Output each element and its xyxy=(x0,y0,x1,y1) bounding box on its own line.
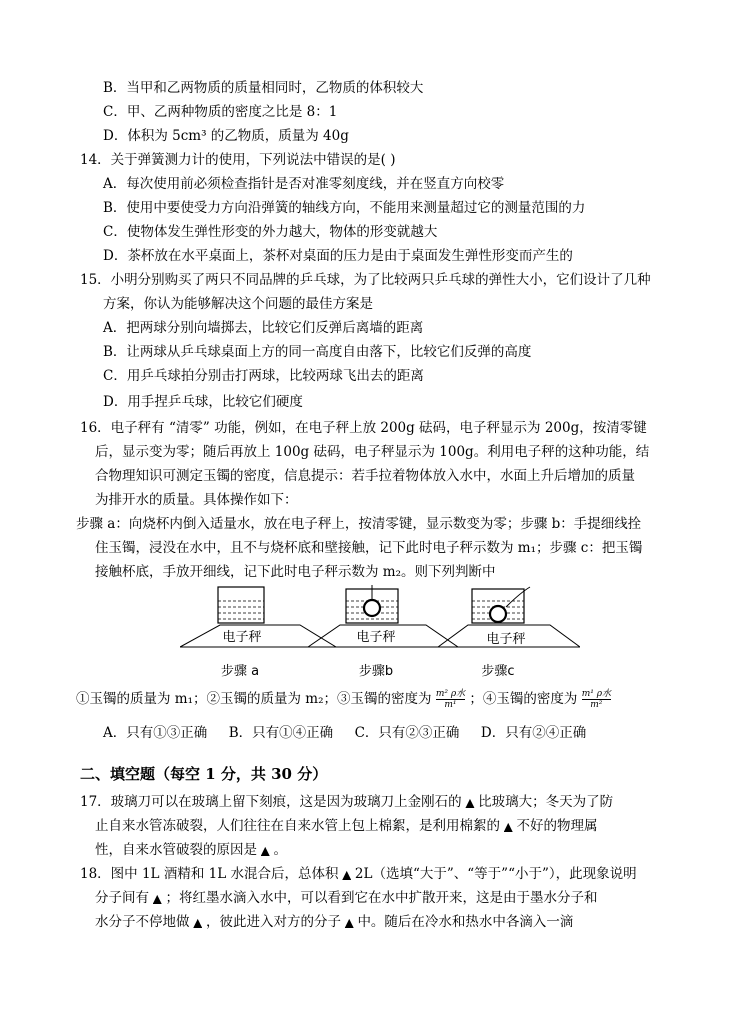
question-16-line2: 后，显示变为零；随后再放上 100g 砝码，电子秤显示为 100g。利用电子秤的这种功能，结 xyxy=(95,444,650,460)
fraction-1-denominator: m¹ xyxy=(444,700,457,710)
statement-part-1: ①玉镯的质量为 m₁；②玉镯的质量为 m₂；③玉镯的密度为 xyxy=(76,691,432,707)
density-fraction-1 xyxy=(436,689,465,710)
q17-text-1: 17．玻璃刀可以在玻璃上留下刻痕，这是因为玻璃刀上金刚石的 xyxy=(80,794,462,810)
question-17-line1 xyxy=(80,792,613,813)
scale-label-b: 电子秤 xyxy=(356,630,396,645)
fraction-1-numerator: m² ρ水 xyxy=(435,689,466,699)
q17-text-5: 性，自来水管破裂的原因是 xyxy=(95,842,257,858)
options-16: A．只有①③正确 B．只有①④正确 C．只有②③正确 D．只有②④正确 xyxy=(103,725,587,741)
scale-c xyxy=(438,587,580,679)
question-17-line2 xyxy=(95,816,597,837)
answer-blank[interactable]: ▲ xyxy=(465,796,475,809)
option-15d: D．用手捏乒乓球，比较它们硬度 xyxy=(103,394,303,410)
bracelet-b xyxy=(364,600,380,616)
bracelet-c xyxy=(490,606,506,622)
question-16-step-a: 步骤 a：向烧杯内倒入适量水，放在电子秤上，按清零键，显示数变为零；步骤 b：手提细线拴 xyxy=(76,516,642,532)
beaker-a xyxy=(218,587,264,623)
answer-blank[interactable]: ▲ xyxy=(193,916,202,929)
answer-blank[interactable]: ▲ xyxy=(342,868,351,881)
q17-text-2: 比玻璃大；冬天为了防 xyxy=(478,794,614,810)
fraction-2-numerator: m¹ ρ水 xyxy=(581,689,611,699)
scale-label-c: 电子秤 xyxy=(486,632,526,647)
option-14a: A．每次使用前必须检查指针是否对准零刻度线，并在竖直方向校零 xyxy=(103,176,505,192)
question-18-line1 xyxy=(80,864,637,885)
beaker-figure xyxy=(180,585,580,685)
answer-blank[interactable]: ▲ xyxy=(153,892,162,905)
question-18-line2 xyxy=(95,888,597,909)
q18-text-7: 中。随后在冷水和热水中各滴入一滴 xyxy=(357,914,574,930)
answer-blank[interactable]: ▲ xyxy=(344,916,354,929)
q18-text-6: ，彼此进入对方的分子 xyxy=(205,914,341,930)
q18-text-4: ；将红墨水滴入水中，可以看到它在水中扩散开来，这是由于墨水分子和 xyxy=(165,890,598,906)
option-13d: D．体积为 5cm³ 的乙物质，质量为 40g xyxy=(103,128,349,144)
answer-blank[interactable]: ▲ xyxy=(261,844,270,857)
scale-label-a: 电子秤 xyxy=(222,630,262,645)
q18-text-3: 分子间有 xyxy=(95,890,149,906)
step-a-label: 步骤 a xyxy=(220,664,260,679)
q18-text-1: 18．图中 1L 酒精和 1L 水混合后，总体积 xyxy=(80,866,339,882)
option-15c: C．用乒乓球拍分别击打两球，比较两球飞出去的距离 xyxy=(103,368,424,384)
question-14: 14．关于弹簧测力计的使用，下列说法中错误的是( ) xyxy=(80,152,396,168)
question-16-statements xyxy=(76,689,611,710)
scale-b xyxy=(308,585,458,679)
answer-blank[interactable]: ▲ xyxy=(504,820,513,833)
question-16: 16．电子秤有 “清零” 功能，例如，在电子秤上放 200g 砝码，电子秤显示为 200g，按清零键 xyxy=(80,420,647,436)
q17-text-4: 不好的物理属 xyxy=(516,818,598,834)
question-16-step-c: 接触杯底，手放开细线，记下此时电子秤示数为 m₂。则下列判断中 xyxy=(95,564,496,580)
option-14d: D．茶杯放在水平桌面上，茶杯对桌面的压力是由于桌面发生弹性形变而产生的 xyxy=(103,248,573,264)
step-b-label: 步骤b xyxy=(358,664,394,679)
option-15a: A．把两球分别向墙掷去，比较它们反弹后离墙的距离 xyxy=(103,320,424,336)
step-c-label: 步骤c xyxy=(481,664,515,679)
option-14c: C．使物体发生弹性形变的外力越大，物体的形变就越大 xyxy=(103,224,438,240)
fraction-2-denominator: m² xyxy=(590,700,603,710)
scale-a xyxy=(180,587,336,679)
statement-part-2: ；④玉镯的密度为 xyxy=(469,691,578,707)
q17-text-6: 。 xyxy=(273,842,287,858)
question-16-line3: 合物理知识可测定玉镯的密度，信息提示：若手拉着物体放入水中，水面上升后增加的质量 xyxy=(95,468,635,484)
section-2-heading: 二、填空题（每空 1 分，共 30 分） xyxy=(80,765,328,783)
question-18-line3 xyxy=(95,912,573,933)
option-15b: B．让两球从乒乓球桌面上方的同一高度自由落下，比较它们反弹的高度 xyxy=(103,344,532,360)
q18-text-5: 水分子不停地做 xyxy=(95,914,190,930)
density-fraction-2 xyxy=(582,689,611,710)
question-16-step-b: 住玉镯，浸没在水中，且不与烧杯底和壁接触，记下此时电子秤示数为 m₁；步骤 c：把玉镯 xyxy=(95,540,643,556)
q17-text-3: 止自来水管冻破裂，人们往往在自来水管上包上棉絮，是利用棉絮的 xyxy=(95,818,500,834)
q18-text-2: 2L（选填“大于”、“等于”“小于”），此现象说明 xyxy=(354,866,637,882)
option-13c: C．甲、乙两种物质的密度之比是 8：1 xyxy=(103,104,338,120)
question-17-line3 xyxy=(95,840,287,861)
question-15-cont: 方案，你认为能够解决这个问题的最佳方案是 xyxy=(103,296,373,312)
option-13b: B．当甲和乙两物质的质量相同时，乙物质的体积较大 xyxy=(103,80,424,96)
option-14b: B．使用中要使受力方向沿弹簧的轴线方向，不能用来测量超过它的测量范围的力 xyxy=(103,200,586,216)
question-16-line4: 为排开水的质量。具体操作如下： xyxy=(95,492,298,508)
question-15: 15．小明分别购买了两只不同品牌的乒乓球，为了比较两只乒乓球的弹性大小，它们设计了几种 xyxy=(80,272,651,288)
